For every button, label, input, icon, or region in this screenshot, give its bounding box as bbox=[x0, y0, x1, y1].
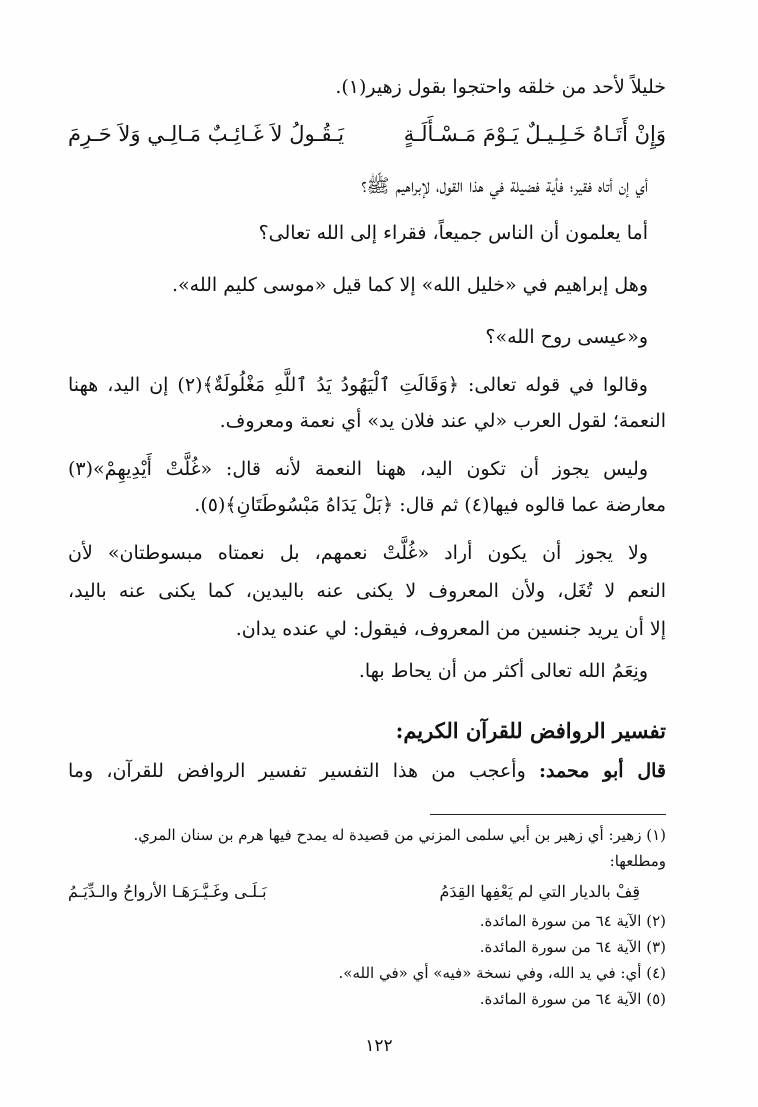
footnote-separator bbox=[430, 814, 666, 815]
body-line-text: وأعجب من هذا التفسير تفسير الروافض للقرآن، وما bbox=[68, 760, 526, 782]
page-number: ١٢٢ bbox=[365, 1036, 393, 1056]
body-line: إلا أن يريد جنسين من المعروف، فيقول: لي عنده يدان. bbox=[235, 618, 666, 640]
body-line: وليس يجوز أن تكون اليد، ههنا النعمة لأنه قال: «غُلَّتْ أَيْدِيهِمْ»(٣) bbox=[68, 458, 648, 480]
footnote-1: (١) زهير: أي زهير بن أبي سلمى المزني من قصيدة له يمدح فيها هرم بن سنان المري. bbox=[133, 826, 666, 844]
body-line: خليلاً لأحد من خلقه واحتجوا بقول زهير(١). bbox=[335, 76, 666, 98]
body-line: معارضة عما قالوه فيها(٤) ثم قال: ﴿بَلْ يَدَاهُ مَبْسُوطَتَانِ﴾(٥). bbox=[194, 494, 666, 516]
speaker-label: قال أبو محمد: bbox=[538, 760, 667, 782]
footnote-5: (٥) الآية ٦٤ من سورة المائدة. bbox=[479, 990, 666, 1008]
body-line: أما يعلمون أن الناس جميعاً، فقراء إلى الله تعالى؟ bbox=[258, 222, 648, 244]
footnote-4: (٤) أي: في يد الله، وفي نسخة «فيه» أي «في الله». bbox=[338, 964, 666, 982]
footnote-1-continuation: ومطلعها: bbox=[609, 852, 666, 870]
verse-hemistich-second: يَـقُـولُ لاَ غَـائِـبٌ مَـالِـي وَلاَ حَـرِمَ bbox=[68, 122, 345, 146]
body-line bbox=[68, 760, 666, 782]
body-line: و«عيسى روح الله»؟ bbox=[485, 326, 648, 348]
footnote-verse-second: بَـلَـى وغَـيَّـرَهَـا الأرواحُ والـدِّيَـمُ bbox=[68, 882, 267, 901]
footnote-verse-first: قِفْ بالديار التي لم يَعْفِها القِدَمُ bbox=[439, 882, 640, 901]
body-line: وقالوا في قوله تعالى: ﴿وَقَالَتِ ٱلْيَهُودُ يَدُ ٱللَّهِ مَغْلُولَةٌ﴾(٢) إن اليد، ههنا bbox=[68, 374, 648, 396]
body-line: النعم لا تُغَل، ولأن المعروف لا يكنى عنه باليدين، كما يكنى عنه باليد، bbox=[68, 580, 666, 602]
body-line: أي إن أتاه فقير؛ فأية فضيلة في هذا القول، لإبراهيم ﷺ؟ bbox=[361, 175, 648, 197]
footnote-3: (٣) الآية ٦٤ من سورة المائدة. bbox=[479, 938, 666, 956]
body-line: وهل إبراهيم في «خليل الله» إلا كما قيل «موسى كليم الله». bbox=[171, 274, 648, 296]
verse-hemistich-first: وَإِنْ أَتَـاهُ خَـلِـيـلٌ يَـوْمَ مَـسْـأَلَـةٍ bbox=[403, 122, 666, 146]
body-line: ولا يجوز أن يكون أراد «غُلَّتْ نعمهم، بل نعمتاه مبسوطتان» لأن bbox=[68, 542, 648, 564]
section-heading: تفسير الروافض للقرآن الكريم: bbox=[395, 718, 666, 743]
footnote-2: (٢) الآية ٦٤ من سورة المائدة. bbox=[479, 912, 666, 930]
body-line: ونِعَمُ الله تعالى أكثر من أن يحاط بها. bbox=[358, 660, 648, 682]
body-line: النعمة؛ لقول العرب «لي عند فلان يد» أي نعمة ومعروف. bbox=[219, 410, 666, 432]
